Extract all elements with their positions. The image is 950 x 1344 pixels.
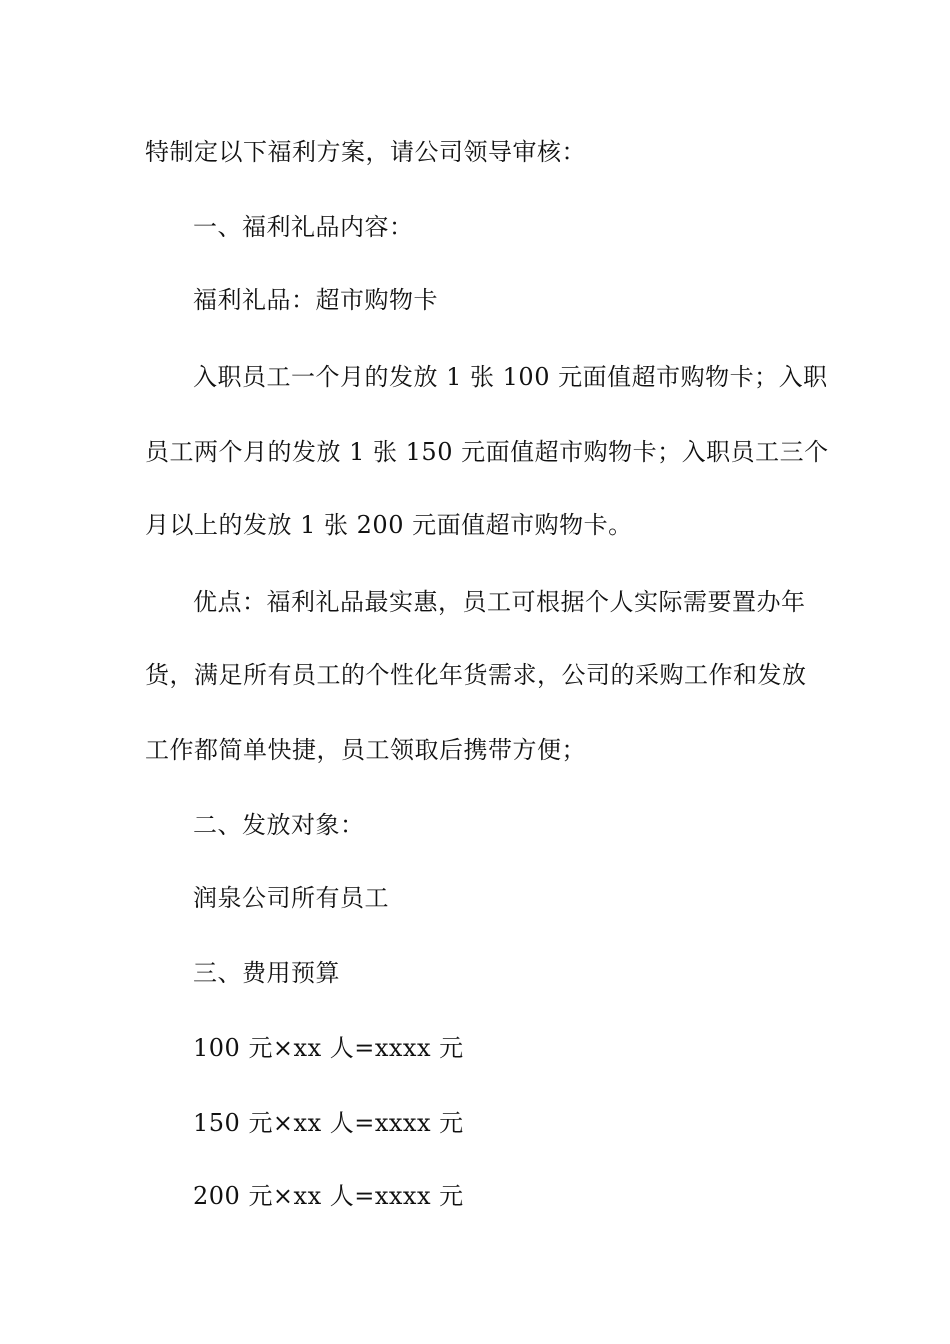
section-heading-recipients: 二、发放对象： [193,811,365,839]
paragraph-gift-rules-line-3: 月以上的发放 1 张 200 元面值超市购物卡。 [145,511,633,539]
budget-line-200: 200 元×xx 人=xxxx 元 [193,1182,464,1210]
paragraph-advantages-line-3: 工作都简单快捷，员工领取后携带方便； [145,736,586,764]
paragraph-gift-rules-line-2: 员工两个月的发放 1 张 150 元面值超市购物卡；入职员工三个 [145,438,829,466]
section-heading-gift-content: 一、福利礼品内容： [193,213,414,241]
paragraph-advantages-line-2: 货，满足所有员工的个性化年货需求，公司的采购工作和发放 [145,661,807,689]
intro-line: 特制定以下福利方案，请公司领导审核： [145,138,586,166]
section-heading-budget: 三、费用预算 [193,959,340,987]
paragraph-gift-rules-line-1: 入职员工一个月的发放 1 张 100 元面值超市购物卡；入职 [193,363,828,391]
gift-type-line: 福利礼品：超市购物卡 [193,286,438,314]
recipients-line: 润泉公司所有员工 [193,884,389,912]
budget-line-150: 150 元×xx 人=xxxx 元 [193,1109,464,1137]
paragraph-advantages-line-1: 优点：福利礼品最实惠，员工可根据个人实际需要置办年 [193,588,806,616]
budget-line-100: 100 元×xx 人=xxxx 元 [193,1034,464,1062]
